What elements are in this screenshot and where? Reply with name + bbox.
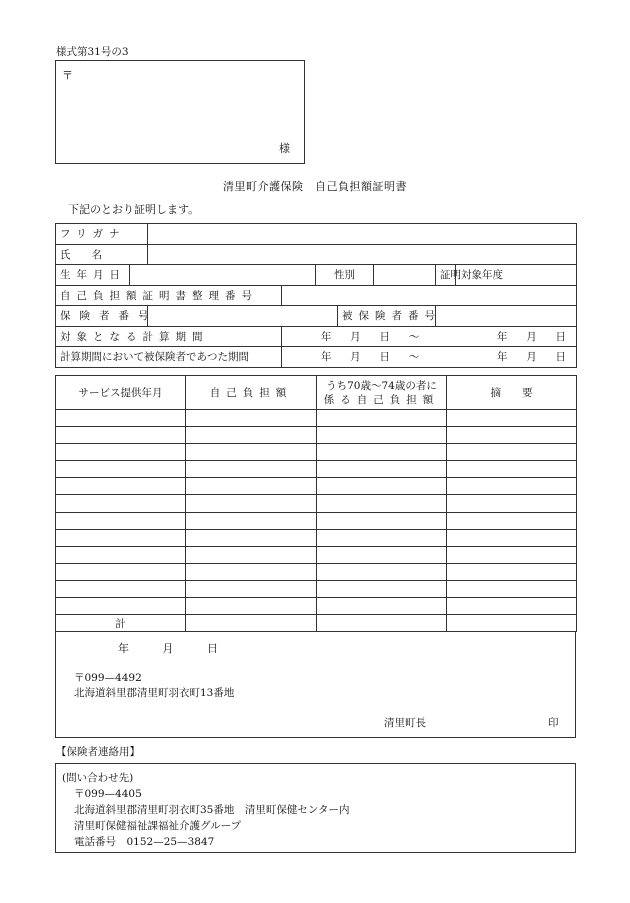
insured-period-field[interactable] (282, 347, 577, 368)
honorific: 様 (279, 142, 290, 155)
insurer-number-label: 保険者番号 (56, 306, 148, 327)
document-title: 清里町介護保険 自己負担額証明書 (223, 180, 407, 193)
total-label: 計 (56, 615, 186, 632)
cert-number-label: 自己負担額証明書整理番号 (56, 285, 282, 306)
day-label: 日 (555, 330, 567, 343)
contact-phone: 電話番号 0152—25—3847 (74, 836, 215, 848)
cost-table (55, 375, 577, 632)
age-cost-cell[interactable] (317, 495, 447, 512)
table-row (56, 598, 577, 615)
table-row (56, 529, 577, 546)
service-month-cell[interactable] (56, 427, 186, 444)
cost-cell[interactable] (186, 444, 317, 461)
remarks-cell[interactable] (447, 461, 577, 478)
birth-field[interactable] (130, 265, 316, 286)
table-row (56, 478, 577, 495)
age-cost-cell[interactable] (317, 427, 447, 444)
age-cost-cell[interactable] (317, 444, 447, 461)
cost-cell[interactable] (186, 546, 317, 563)
service-month-cell[interactable] (56, 410, 186, 427)
contact-postal: 〒099—4405 (74, 788, 142, 800)
cost-cell[interactable] (186, 598, 317, 615)
remarks-cell[interactable] (447, 495, 577, 512)
table-row (56, 427, 577, 444)
remarks-cell[interactable] (447, 529, 577, 546)
remarks-cell[interactable] (447, 444, 577, 461)
age-cost-cell[interactable] (317, 563, 447, 580)
contact-dept: 清里町保健福祉課福祉介護グループ (74, 820, 242, 832)
age-cost-cell[interactable] (317, 461, 447, 478)
total-remarks-field[interactable] (447, 615, 577, 632)
age-cost-cell[interactable] (317, 410, 447, 427)
day-label: 日 (379, 351, 390, 364)
contact-label: 【保険者連絡用】 (56, 746, 140, 758)
mayor-title: 清里町長 (384, 717, 426, 729)
year-label: 年 (320, 351, 332, 364)
calc-period-field[interactable] (282, 326, 577, 347)
contact-box (55, 763, 576, 853)
year-label: 年 (320, 330, 332, 343)
issue-date (118, 640, 218, 656)
cost-cell[interactable] (186, 512, 317, 529)
month-label: 月 (526, 330, 537, 343)
cost-cell[interactable] (186, 529, 317, 546)
age-cost-cell[interactable] (317, 512, 447, 529)
age-cost-header-line1: うち70歳～74歳の者に (326, 379, 437, 392)
name-field[interactable] (148, 244, 577, 265)
month-label: 月 (526, 351, 537, 364)
service-month-cell[interactable] (56, 478, 186, 495)
intro-text: 下記のとおり証明します。 (68, 203, 200, 216)
calc-period-label: 対象となる計算期間 (56, 326, 282, 347)
contact-address: 北海道斜里郡清里町羽衣町35番地 清里町保健センター内 (74, 804, 350, 816)
table-row (56, 580, 577, 597)
issuer-section (55, 631, 576, 738)
issue-year-label: 年 (118, 642, 129, 655)
table-row (56, 495, 577, 512)
tilde: ～ (408, 330, 420, 343)
age-cost-cell[interactable] (317, 478, 447, 495)
cost-header: 自己負担額 (186, 376, 317, 410)
remarks-cell[interactable] (447, 580, 577, 597)
cost-cell[interactable] (186, 427, 317, 444)
age-cost-cell[interactable] (317, 580, 447, 597)
table-row (56, 563, 577, 580)
sex-field[interactable] (374, 265, 436, 286)
remarks-cell[interactable] (447, 427, 577, 444)
total-cost-field[interactable] (186, 615, 317, 632)
table-row (56, 444, 577, 461)
insured-number-field[interactable] (436, 306, 577, 327)
service-month-cell[interactable] (56, 444, 186, 461)
age-cost-cell[interactable] (317, 546, 447, 563)
form-number: 様式第31号の3 (56, 46, 129, 58)
service-month-cell[interactable] (56, 529, 186, 546)
tilde: ～ (408, 351, 420, 364)
seal-mark: 印 (548, 717, 559, 729)
issuer-postal: 〒099—4492 (74, 672, 142, 684)
remarks-header: 摘 要 (447, 376, 577, 410)
service-month-cell[interactable] (56, 580, 186, 597)
month-label: 月 (350, 351, 361, 364)
remarks-cell[interactable] (447, 478, 577, 495)
table-row (56, 461, 577, 478)
age-cost-header-line2: 係る自己負担額 (323, 393, 440, 406)
age-cost-header (317, 376, 447, 410)
service-month-cell[interactable] (56, 461, 186, 478)
service-month-cell[interactable] (56, 546, 186, 563)
furigana-field[interactable] (148, 224, 577, 245)
table-row (56, 410, 577, 427)
day-label: 日 (555, 351, 567, 364)
remarks-cell[interactable] (447, 546, 577, 563)
table-row (56, 546, 577, 563)
issue-day-label: 日 (207, 642, 218, 655)
insurer-number-field[interactable] (148, 306, 338, 327)
cost-cell[interactable] (186, 580, 317, 597)
age-cost-cell[interactable] (317, 529, 447, 546)
remarks-cell[interactable] (447, 598, 577, 615)
issue-month-label: 月 (162, 642, 174, 655)
cost-cell[interactable] (186, 478, 317, 495)
info-table (55, 223, 577, 368)
service-month-cell[interactable] (56, 495, 186, 512)
remarks-cell[interactable] (447, 512, 577, 529)
table-row (56, 512, 577, 529)
year-label: 年 (496, 330, 508, 343)
service-month-cell[interactable] (56, 563, 186, 580)
cost-cell[interactable] (186, 495, 317, 512)
month-label: 月 (350, 330, 361, 343)
sex-label: 性別 (316, 265, 374, 286)
cost-cell[interactable] (186, 563, 317, 580)
recipient-address-box (55, 60, 305, 164)
cost-cell[interactable] (186, 461, 317, 478)
total-age-cost-field[interactable] (317, 615, 447, 632)
service-month-cell[interactable] (56, 512, 186, 529)
postal-mark: 〒 (62, 69, 73, 82)
insured-period-label: 計算期間において被保険者であつた期間 (56, 347, 282, 368)
remarks-cell[interactable] (447, 563, 577, 580)
furigana-label: フリガナ (56, 224, 148, 245)
issuer-address: 北海道斜里郡清里町羽衣町13番地 (74, 687, 235, 699)
cost-cell[interactable] (186, 410, 317, 427)
service-month-cell[interactable] (56, 598, 186, 615)
birth-label: 生年月日 (56, 265, 130, 286)
inquiry-label: (問い合わせ先) (62, 772, 134, 784)
age-cost-cell[interactable] (317, 598, 447, 615)
name-label: 氏 名 (56, 244, 148, 265)
year-label: 年 (496, 351, 508, 364)
target-year-label: 証明対象年度 (436, 265, 456, 286)
remarks-cell[interactable] (447, 410, 577, 427)
insured-number-label: 被保険者番号 (338, 306, 436, 327)
service-month-header: サービス提供年月 (56, 376, 186, 410)
day-label: 日 (379, 330, 390, 343)
cert-number-field[interactable] (282, 285, 577, 306)
